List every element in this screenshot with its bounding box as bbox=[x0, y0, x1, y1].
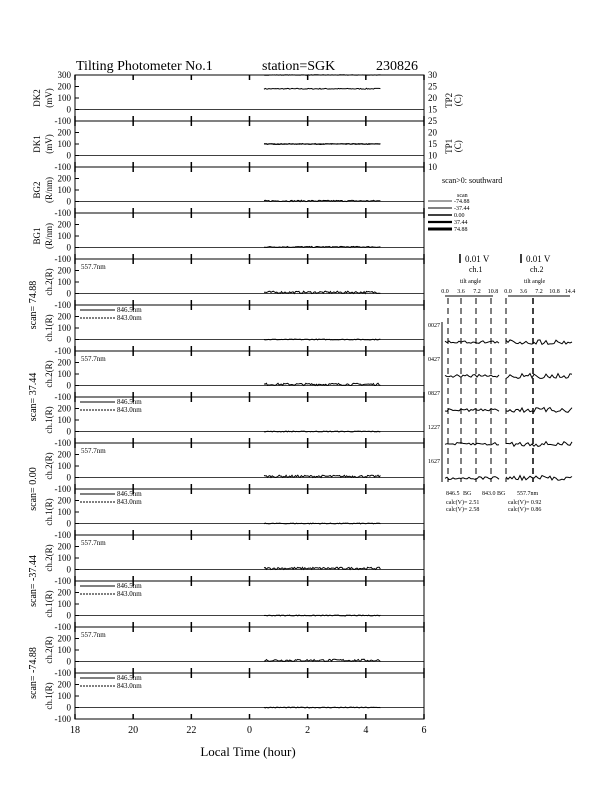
y-tick-label: 0 bbox=[66, 656, 71, 667]
panel-5 bbox=[44, 305, 424, 356]
data-trace bbox=[264, 615, 380, 616]
y-tick-label: 100 bbox=[57, 323, 71, 333]
data-trace bbox=[264, 707, 380, 708]
row-label: 1227 bbox=[428, 425, 440, 431]
y-tick-label: 200 bbox=[57, 127, 71, 138]
inline-label: 557.7nm bbox=[81, 631, 106, 639]
y-tick-label: -100 bbox=[54, 116, 71, 126]
header bbox=[76, 59, 418, 74]
ch1-label: ch.1 bbox=[469, 265, 483, 274]
panel-unit: (R/nm) bbox=[44, 177, 54, 203]
station-label: station=SGK bbox=[262, 59, 336, 74]
chart-title: Tilting Photometer No.1 bbox=[76, 59, 213, 74]
date-label: 230826 bbox=[376, 59, 418, 74]
y-tick-label: -100 bbox=[54, 208, 71, 218]
data-trace bbox=[264, 88, 380, 89]
bottom-label: BG bbox=[463, 491, 472, 497]
y-tick-label: 200 bbox=[57, 219, 71, 230]
panel-ylabel: ch.2(R) bbox=[44, 360, 54, 388]
side-panel bbox=[428, 176, 575, 513]
x-tick-label: 4 bbox=[363, 725, 369, 736]
y-tick-label: -100 bbox=[54, 162, 71, 172]
bottom-label: BG bbox=[497, 491, 506, 497]
y-tick-label: -100 bbox=[54, 576, 71, 586]
temp-tick-label: 25 bbox=[428, 116, 437, 126]
panel-ylabel: ch.2(R) bbox=[44, 636, 54, 664]
y-tick-label: 200 bbox=[57, 495, 71, 506]
y-tick-label: 200 bbox=[57, 633, 71, 644]
y-tick-label: 100 bbox=[57, 277, 71, 287]
tilt-tick-label: 7.2 bbox=[473, 289, 481, 295]
scan-group-label: scan= 74.88 bbox=[28, 280, 39, 330]
row-label: 0427 bbox=[428, 357, 440, 363]
y-tick-label: 100 bbox=[57, 415, 71, 425]
bottom-label: 846.5 bbox=[446, 491, 460, 497]
panel-unit: (mV) bbox=[44, 88, 54, 108]
x-tick-label: 2 bbox=[305, 725, 311, 736]
calc-label: calc(V)= 2.51 bbox=[446, 500, 480, 506]
y-tick-label: 100 bbox=[57, 507, 71, 517]
legend-label: 846.5nm bbox=[117, 674, 142, 682]
y-tick-label: -100 bbox=[54, 300, 71, 310]
tilt-tick-label: 7.2 bbox=[535, 289, 543, 295]
calc-label: calc(V)= 0.86 bbox=[508, 507, 542, 513]
panel-frame bbox=[75, 259, 424, 305]
tilt-tick-label: 10.8 bbox=[549, 289, 560, 295]
ch2-row-trace bbox=[506, 442, 572, 447]
panel-0 bbox=[32, 70, 424, 126]
y-tick-label: 100 bbox=[57, 461, 71, 471]
panel-ylabel: ch.2(R) bbox=[44, 268, 54, 296]
y-tick-label: 200 bbox=[57, 449, 71, 460]
y-tick-label: 0 bbox=[66, 610, 71, 621]
y-tick-label: 100 bbox=[57, 185, 71, 195]
inline-label: 557.7nm bbox=[81, 447, 106, 455]
panel-ylabel: ch.2(R) bbox=[44, 544, 54, 572]
y-tick-label: 100 bbox=[57, 93, 71, 103]
tilt-tick-label: 14.4 bbox=[564, 289, 576, 295]
tilt-label-ch2: tilt angle bbox=[524, 279, 546, 285]
x-tick-label: 22 bbox=[186, 725, 197, 736]
y-tick-label: 0 bbox=[66, 702, 71, 713]
temp-axis-tp2 bbox=[428, 70, 463, 115]
y-tick-label: 100 bbox=[57, 369, 71, 379]
panel-13 bbox=[44, 673, 424, 724]
y-tick-label: 100 bbox=[57, 553, 71, 563]
row-label: 1627 bbox=[428, 459, 440, 465]
panel-ylabel: ch.1(R) bbox=[44, 314, 54, 342]
y-tick-label: 0 bbox=[66, 518, 71, 529]
y-tick-label: 0 bbox=[66, 104, 71, 115]
inline-label: 557.7nm bbox=[81, 263, 106, 271]
panel-frame bbox=[75, 535, 424, 581]
y-tick-label: 100 bbox=[57, 139, 71, 149]
y-tick-label: 100 bbox=[57, 599, 71, 609]
scan-header: scan bbox=[457, 193, 468, 199]
panel-ylabel: ch.1(R) bbox=[44, 682, 54, 710]
ch2-row-trace bbox=[506, 408, 572, 413]
ch2-scale-label: 0.01 V bbox=[526, 254, 551, 264]
y-tick-label: -100 bbox=[54, 622, 71, 632]
row-label: 0827 bbox=[428, 391, 440, 397]
ch2-row-trace bbox=[506, 374, 572, 379]
scan-group-label: scan= 0.00 bbox=[28, 467, 39, 511]
legend-label: 846.5nm bbox=[117, 306, 142, 314]
y-tick-label: 0 bbox=[66, 380, 71, 391]
row-label: 0027 bbox=[428, 323, 440, 329]
bottom-label: 557.7nm bbox=[517, 491, 539, 497]
tilt-tick-label: 3.6 bbox=[457, 289, 465, 295]
panel-frame bbox=[75, 351, 424, 397]
panel-2 bbox=[32, 167, 424, 218]
ch2-row-trace bbox=[506, 340, 572, 345]
y-tick-label: 200 bbox=[57, 357, 71, 368]
temp-tick-label: 15 bbox=[428, 139, 437, 149]
x-axis bbox=[70, 725, 427, 759]
legend-label: 846.5nm bbox=[117, 398, 142, 406]
panel-10 bbox=[28, 535, 424, 607]
y-tick-label: 0 bbox=[66, 472, 71, 483]
panel-frame bbox=[75, 627, 424, 673]
panel-3 bbox=[32, 213, 424, 264]
inline-label: 557.7nm bbox=[81, 539, 106, 547]
y-tick-label: 0 bbox=[66, 288, 71, 299]
y-tick-label: 200 bbox=[57, 265, 71, 276]
y-tick-label: 300 bbox=[57, 70, 71, 80]
y-tick-label: -100 bbox=[54, 392, 71, 402]
x-tick-label: 20 bbox=[128, 725, 139, 736]
tilt-tick-label: 10.8 bbox=[487, 289, 499, 295]
scan-legend-label: 37.44 bbox=[454, 220, 468, 226]
temp-axis-label: TP2 bbox=[444, 92, 454, 108]
y-tick-label: 0 bbox=[66, 334, 71, 345]
temp-axis-label: TP1 bbox=[444, 138, 454, 154]
y-tick-label: -100 bbox=[54, 714, 71, 724]
y-tick-label: 200 bbox=[57, 81, 71, 92]
y-tick-label: 200 bbox=[57, 679, 71, 690]
scan-group-label: scan= -74.88 bbox=[28, 647, 39, 699]
y-tick-label: 0 bbox=[66, 196, 71, 207]
panel-ylabel: ch.1(R) bbox=[44, 590, 54, 618]
panel-8 bbox=[28, 443, 424, 511]
ch2-row-trace bbox=[506, 476, 572, 481]
temp-tick-label: 25 bbox=[428, 81, 437, 92]
scan-group-label: scan= 37.44 bbox=[28, 372, 39, 422]
scan-title: scan>0: southward bbox=[442, 176, 503, 185]
legend-label: 843.0nm bbox=[117, 314, 142, 322]
scan-group-label: scan= -37.44 bbox=[28, 555, 39, 607]
panel-ylabel: DK2 bbox=[32, 89, 42, 107]
tilt-tick-label: 0.0 bbox=[441, 289, 449, 295]
x-tick-label: 0 bbox=[247, 725, 252, 736]
panel-1 bbox=[32, 121, 424, 172]
y-tick-label: 200 bbox=[57, 403, 71, 414]
panel-stack bbox=[28, 70, 463, 724]
calc-label: calc(V)= 0.92 bbox=[508, 500, 542, 506]
y-tick-label: -100 bbox=[54, 254, 71, 264]
scan-legend-label: -37.44 bbox=[454, 206, 470, 212]
scan-legend-label: 0.00 bbox=[454, 213, 465, 219]
y-tick-label: 0 bbox=[66, 242, 71, 253]
temp-tick-label: 10 bbox=[428, 150, 437, 161]
panel-ylabel: ch.1(R) bbox=[44, 406, 54, 434]
y-tick-label: -100 bbox=[54, 438, 71, 448]
panel-unit: (R/nm) bbox=[44, 223, 54, 249]
x-tick-label: 6 bbox=[421, 725, 427, 736]
y-tick-label: -100 bbox=[54, 668, 71, 678]
legend-label: 846.5nm bbox=[117, 582, 142, 590]
legend-label: 843.0nm bbox=[117, 406, 142, 414]
ch1-scale-label: 0.01 V bbox=[465, 254, 490, 264]
y-tick-label: 200 bbox=[57, 173, 71, 184]
x-axis-label: Local Time (hour) bbox=[200, 744, 296, 759]
panel-ylabel: DK1 bbox=[32, 135, 42, 153]
tilt-tick-label: 0.0 bbox=[504, 289, 512, 295]
y-tick-label: -100 bbox=[54, 346, 71, 356]
temp-tick-label: 10 bbox=[428, 162, 437, 172]
panel-frame bbox=[75, 213, 424, 259]
y-tick-label: -100 bbox=[54, 484, 71, 494]
scan-legend-label: -74.88 bbox=[454, 199, 470, 205]
panel-6 bbox=[28, 351, 424, 421]
temp-axis-unit: (C) bbox=[453, 140, 463, 153]
panel-frame bbox=[75, 75, 424, 121]
legend-label: 843.0nm bbox=[117, 590, 142, 598]
ch1-row-trace bbox=[445, 375, 499, 378]
panel-7 bbox=[44, 397, 424, 448]
data-trace bbox=[264, 200, 380, 201]
panel-4 bbox=[28, 259, 424, 329]
panel-frame bbox=[75, 167, 424, 213]
temp-axis-unit: (C) bbox=[453, 94, 463, 107]
y-tick-label: 0 bbox=[66, 564, 71, 575]
y-tick-label: 100 bbox=[57, 645, 71, 655]
panel-frame bbox=[75, 443, 424, 489]
y-tick-label: 0 bbox=[66, 150, 71, 161]
tilt-label-ch1: tilt angle bbox=[460, 279, 482, 285]
scan-legend-label: 74.88 bbox=[454, 227, 468, 233]
panel-ylabel: BG2 bbox=[32, 181, 42, 199]
panel-9 bbox=[44, 489, 424, 540]
temp-tick-label: 15 bbox=[428, 104, 437, 115]
bottom-label: 843.0 bbox=[482, 491, 496, 497]
inline-label: 557.7nm bbox=[81, 355, 106, 363]
temp-tick-label: 20 bbox=[428, 127, 437, 138]
data-trace bbox=[264, 246, 380, 247]
temp-axis-tp1 bbox=[428, 116, 463, 161]
ch2-label: ch.2 bbox=[530, 265, 544, 274]
y-tick-label: 200 bbox=[57, 311, 71, 322]
legend-label: 843.0nm bbox=[117, 682, 142, 690]
calc-label: calc(V)= 2.58 bbox=[446, 507, 480, 513]
data-trace bbox=[264, 523, 380, 524]
temp-tick-label: 30 bbox=[428, 70, 437, 80]
y-tick-label: 200 bbox=[57, 587, 71, 598]
y-tick-label: 100 bbox=[57, 691, 71, 701]
legend-label: 843.0nm bbox=[117, 498, 142, 506]
x-tick-label: 18 bbox=[70, 725, 80, 736]
panel-ylabel: BG1 bbox=[32, 227, 42, 245]
y-tick-label: 0 bbox=[66, 426, 71, 437]
panel-unit: (mV) bbox=[44, 134, 54, 154]
y-tick-label: 200 bbox=[57, 541, 71, 552]
y-tick-label: -100 bbox=[54, 530, 71, 540]
panel-12 bbox=[28, 627, 424, 699]
panel-ylabel: ch.1(R) bbox=[44, 498, 54, 526]
data-trace bbox=[264, 339, 380, 340]
panel-ylabel: ch.2(R) bbox=[44, 452, 54, 480]
temp-tick-label: 20 bbox=[428, 93, 437, 103]
panel-11 bbox=[44, 581, 424, 632]
y-tick-label: 100 bbox=[57, 231, 71, 241]
legend-label: 846.5nm bbox=[117, 490, 142, 498]
tilt-tick-label: 3.6 bbox=[519, 289, 528, 295]
